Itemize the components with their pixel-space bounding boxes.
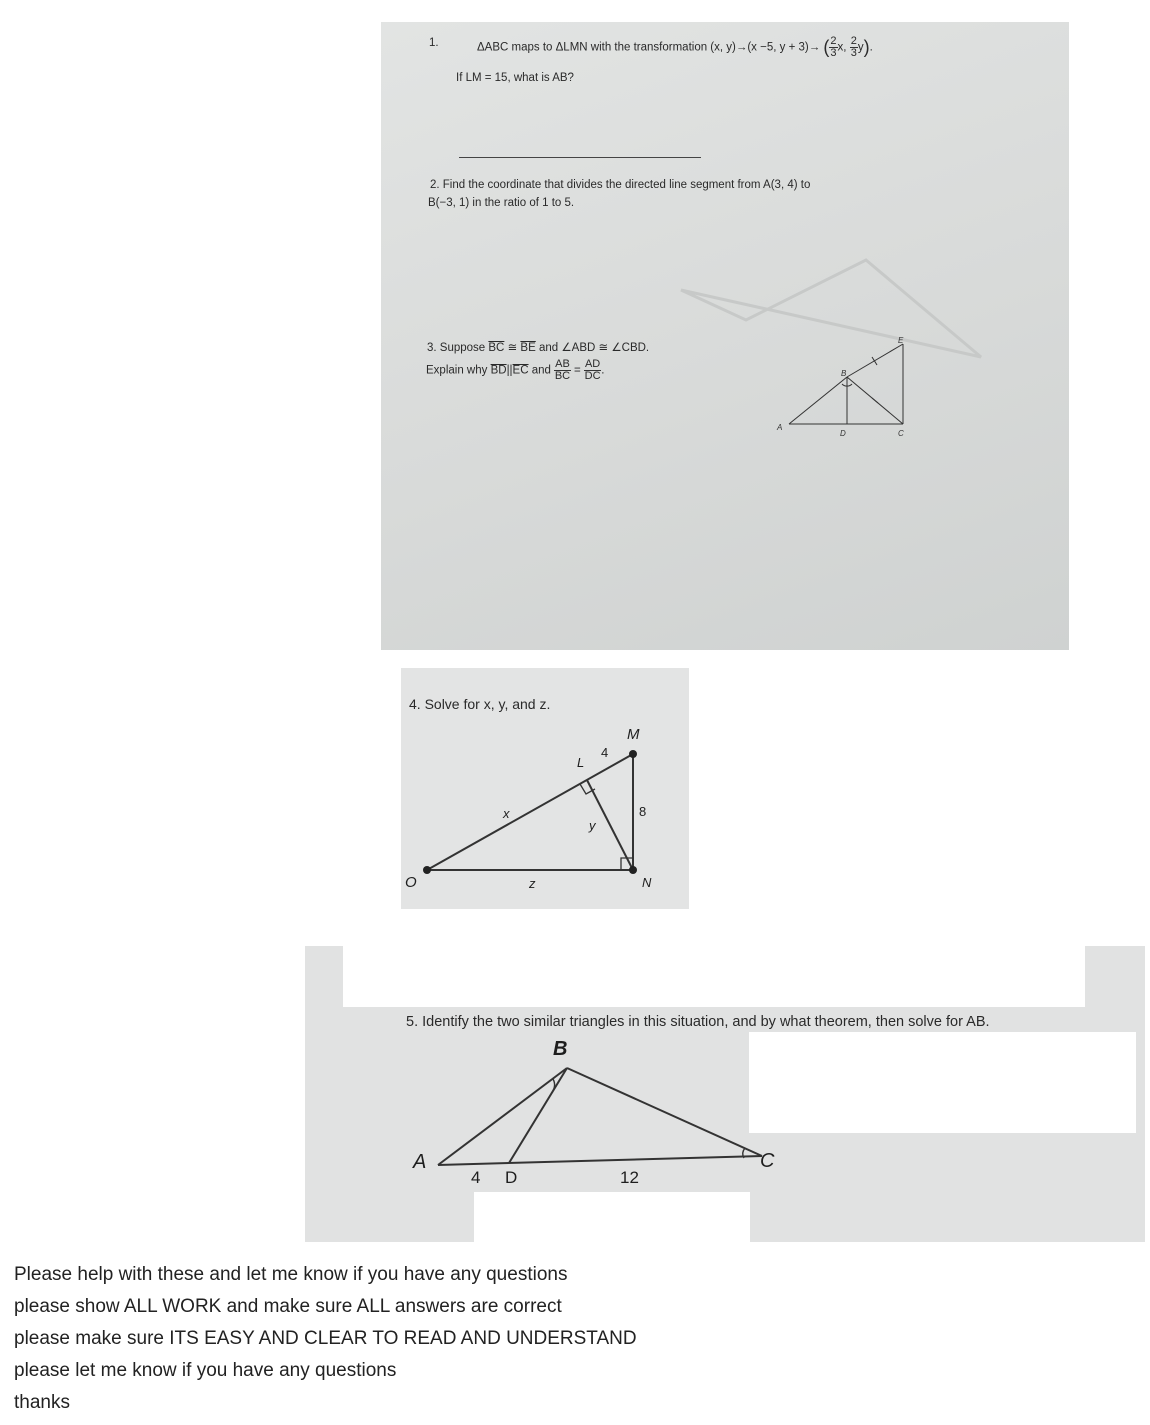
blank-region-top	[343, 946, 1085, 1007]
q1-y: y	[857, 41, 864, 54]
q3-label-a: A	[777, 423, 783, 432]
q5-segment-ac	[438, 1156, 762, 1165]
q5-label-d: D	[505, 1168, 518, 1187]
q1-subquestion: If LM = 15, what is AB?	[456, 72, 574, 84]
q5-label-12: 12	[620, 1168, 639, 1187]
q4-point-m	[629, 750, 637, 758]
q5-segment-bc	[567, 1068, 762, 1156]
q3-ratio-ab-bc: $\frac{AB}{BC}$	[554, 358, 571, 382]
q3-tick-be	[872, 357, 877, 365]
q1-x: x	[837, 41, 844, 54]
q2-line2: B(−3, 1) in the ratio of 1 to 5.	[428, 197, 575, 209]
q4-label-l: L	[577, 755, 585, 770]
q3-label-d: D	[840, 429, 846, 438]
q4-label-z: z	[529, 876, 536, 891]
q3-line1: 3. Suppose $\overline{BC}$ ≅ $\overline{BE}$ and ∠ABD ≅ ∠CBD.	[427, 342, 650, 354]
q1-statement: ΔABC maps to ΔLMN with the transformation (x, y)→(x −5, y + 3)→ ( $\frac{2}{3}$ x, $\frac{2}{3}$ y).	[477, 35, 873, 59]
q1-frac-y: $\frac{2}{3}$	[850, 35, 857, 59]
q3-line2: Explain why $\overline{BD}||\overline{EC}$ and $\frac{AB}{BC}$ = $\frac{AD}{DC}$ .	[426, 358, 605, 382]
q5-segment-ab	[438, 1068, 567, 1165]
q5-title: 5. Identify the two similar triangles in this situation, and by what theorem, then solve for AB.	[406, 1014, 990, 1030]
q5-segment-bd	[509, 1068, 567, 1163]
worksheet-photo-2	[401, 668, 689, 909]
q5-label-c: C	[760, 1150, 775, 1172]
q4-diagram	[401, 668, 689, 909]
q3-segment-ab	[789, 377, 847, 424]
q3-seg-bd: $\overline{BD}$	[490, 364, 507, 377]
q5-label-4: 4	[471, 1168, 481, 1187]
caption-line-1: Please help with these and let me know if you have any questions	[14, 1264, 568, 1285]
q1-number: 1.	[429, 37, 439, 49]
q3-tick-bc	[872, 398, 878, 403]
caption-line-4: please let me know if you have any questions	[14, 1360, 397, 1381]
q3-label-e: E	[898, 336, 904, 345]
caption-line-2: please show ALL WORK and make sure ALL answers are correct	[14, 1296, 562, 1317]
q5-label-a: A	[413, 1151, 427, 1173]
faded-background-triangle	[681, 260, 981, 357]
q4-label-4: 4	[601, 745, 609, 760]
q4-point-n	[629, 866, 637, 874]
blank-region-bottom	[474, 1192, 750, 1242]
q4-label-o: O	[405, 874, 417, 891]
q4-label-n: N	[642, 875, 652, 890]
q4-label-m: M	[627, 726, 640, 743]
q3-seg-bc: $\overline{BC}$	[488, 342, 505, 354]
q1-frac-x: $\frac{2}{3}$	[830, 35, 837, 59]
q4-title: 4. Solve for x, y, and z.	[409, 696, 551, 712]
q4-point-o	[423, 866, 431, 874]
blank-region-right	[749, 1032, 1136, 1133]
q3-seg-ec: $\overline{EC}$	[512, 364, 529, 377]
q3-seg-be: $\overline{BE}$	[520, 342, 536, 354]
q1-text: ΔABC maps to ΔLMN with the transformation (x, y)→(x −5, y + 3)→	[477, 41, 821, 54]
q3-segment-be	[847, 344, 903, 377]
q3-diagram	[381, 22, 1069, 650]
q3-ratio-ad-dc: $\frac{AD}{DC}$	[584, 358, 601, 382]
q2-line1: 2. Find the coordinate that divides the directed line segment from A(3, 4) to	[430, 179, 811, 191]
worksheet-photo-1	[381, 22, 1069, 650]
q4-label-8: 8	[639, 804, 647, 819]
q3-label-c: C	[898, 429, 904, 438]
q5-label-b: B	[553, 1038, 568, 1060]
q4-label-x: x	[503, 806, 510, 821]
caption-line-3: please make sure ITS EASY AND CLEAR TO READ AND UNDERSTAND	[14, 1328, 637, 1349]
q3-label-b: B	[841, 369, 847, 378]
q4-segment-om	[427, 754, 633, 870]
caption-line-5: thanks	[14, 1392, 70, 1413]
q4-label-y: y	[589, 818, 596, 833]
